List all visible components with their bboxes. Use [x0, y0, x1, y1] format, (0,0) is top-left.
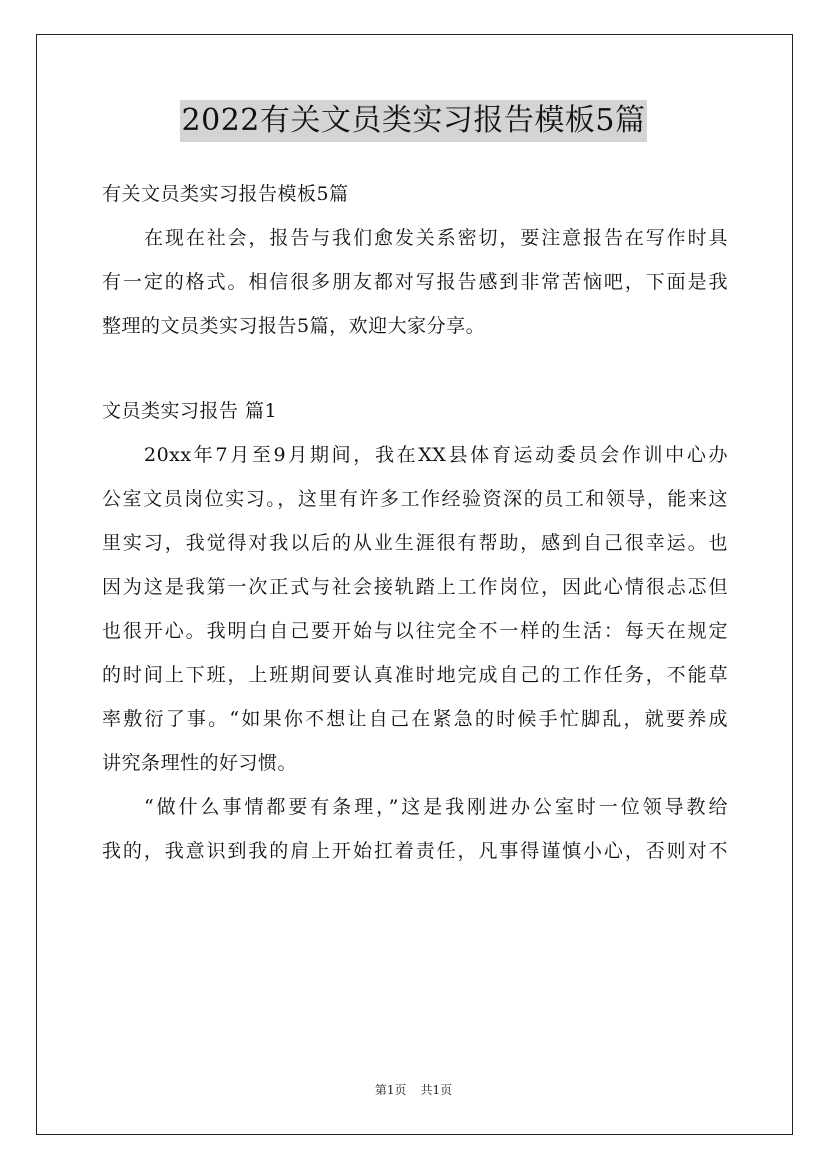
title-container [0, 100, 827, 142]
intro-line: 有一定的格式。相信很多朋友都对写报告感到非常苦恼吧，下面是我 [102, 271, 728, 293]
document-title: 2022有关文员类实习报告模板5篇 [180, 100, 648, 142]
page-number: 第1页 [374, 1083, 407, 1097]
page-footer [0, 1081, 827, 1098]
paragraph-line: 里实习，我觉得对我以后的从业生涯很有帮助，感到自己很幸运。也 [102, 532, 728, 554]
section-heading: 文员类实习报告 篇1 [102, 400, 278, 422]
paragraph-line: “做什么事情都要有条理，”这是我刚进办公室时一位领导教给 [144, 796, 728, 818]
document-body [102, 172, 728, 873]
page-total: 共1页 [420, 1083, 453, 1097]
paragraph-line: 公室文员岗位实习。，这里有许多工作经验资深的员工和领导，能来这 [102, 488, 728, 510]
paragraph-line: 20xx年7月至9月期间，我在XX县体育运动委员会作训中心办 [144, 444, 728, 466]
intro-line: 在现在社会，报告与我们愈发关系密切，要注意报告在写作时具 [144, 227, 728, 249]
intro-line: 整理的文员类实习报告5篇，欢迎大家分享。 [102, 315, 486, 337]
paragraph-line: 也很开心。我明白自己要开始与以往完全不一样的生活：每天在规定 [102, 620, 728, 642]
paragraph-line: 我的，我意识到我的肩上开始扛着责任，凡事得谨慎小心，否则对不 [102, 840, 728, 862]
paragraph-line: 因为这是我第一次正式与社会接轨踏上工作岗位，因此心情很忐忑但 [102, 576, 728, 598]
paragraph-line: 率敷衍了事。“如果你不想让自己在紧急的时候手忙脚乱，就要养成 [102, 708, 728, 730]
paragraph-gap [102, 348, 728, 389]
document-subtitle: 有关文员类实习报告模板5篇 [102, 183, 349, 205]
paragraph-line: 讲究条理性的好习惯。 [102, 752, 298, 774]
paragraph-line: 的时间上下班，上班期间要认真准时地完成自己的工作任务，不能草 [102, 664, 728, 686]
